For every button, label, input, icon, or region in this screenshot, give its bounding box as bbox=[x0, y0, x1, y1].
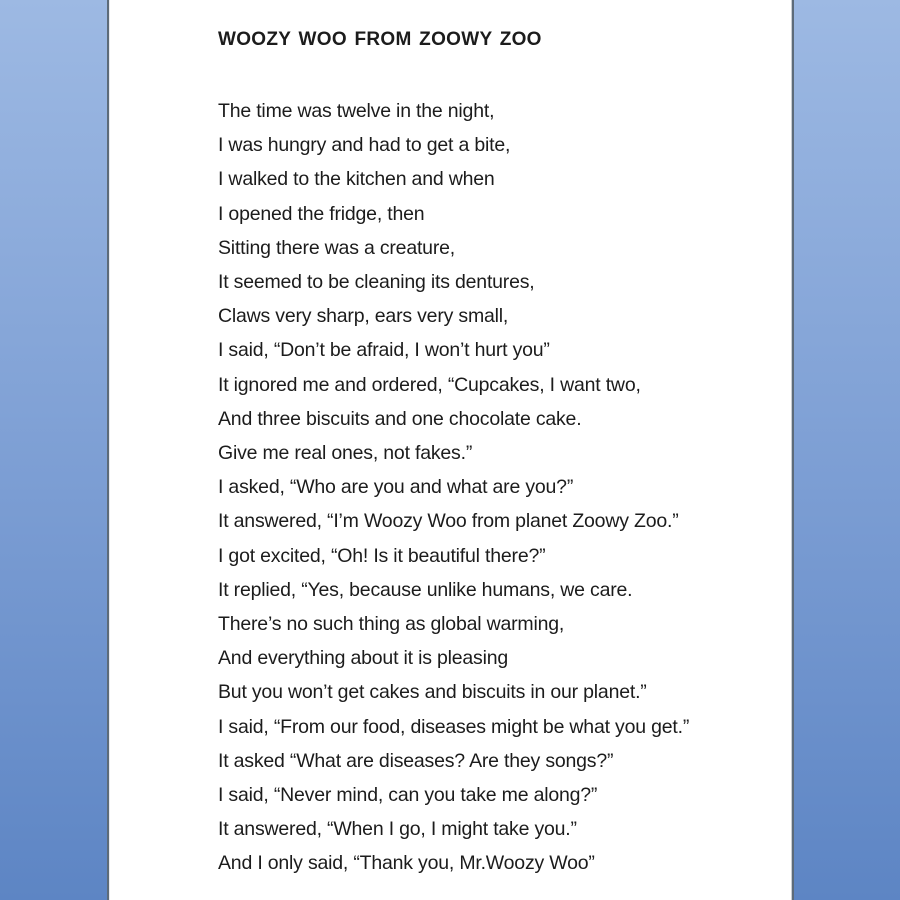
poem-line: I was hungry and had to get a bite, bbox=[218, 134, 511, 157]
poem-line: It answered, “When I go, I might take you.” bbox=[218, 818, 577, 841]
poem-line: And everything about it is pleasing bbox=[218, 647, 509, 670]
poem-line: And I only said, “Thank you, Mr.Woozy Woo” bbox=[218, 852, 595, 875]
poem-line: The time was twelve in the night, bbox=[218, 100, 495, 122]
poem-line: It replied, “Yes, because unlike humans, we care. bbox=[218, 578, 633, 601]
poem-line: I opened the fridge, then bbox=[218, 202, 425, 225]
poem-line: Sitting there was a creature, bbox=[218, 236, 455, 259]
poem-line: I asked, “Who are you and what are you?” bbox=[218, 476, 574, 499]
poem-line: It asked “What are diseases? Are they songs?” bbox=[218, 749, 614, 772]
poem-line: But you won’t get cakes and biscuits in our planet.” bbox=[218, 681, 647, 704]
poem-line: It seemed to be cleaning its dentures, bbox=[218, 271, 535, 294]
page-content bbox=[109, 0, 792, 881]
poem-line: It ignored me and ordered, “Cupcakes, I want two, bbox=[218, 373, 641, 396]
poem-line: I said, “From our food, diseases might be what you get.” bbox=[218, 715, 690, 738]
poem-line: It answered, “I’m Woozy Woo from planet Zoowy Zoo.” bbox=[218, 510, 679, 533]
poem-line: Claws very sharp, ears very small, bbox=[218, 305, 509, 328]
poem-body bbox=[218, 94, 792, 881]
poem-line: There’s no such thing as global warming, bbox=[218, 613, 565, 636]
poem-line: I walked to the kitchen and when bbox=[218, 168, 495, 191]
poem-line: I got excited, “Oh! Is it beautiful there?” bbox=[218, 544, 546, 567]
poem-line: I said, “Don’t be afraid, I won’t hurt you” bbox=[218, 339, 550, 362]
poem-line: I said, “Never mind, can you take me along?” bbox=[218, 784, 598, 807]
document-title: WOOZY WOO FROM ZOOWY ZOO bbox=[218, 29, 542, 50]
document-page bbox=[107, 0, 794, 900]
poem-line: And three biscuits and one chocolate cake. bbox=[218, 407, 582, 430]
poem-line: Give me real ones, not fakes.” bbox=[218, 442, 473, 465]
